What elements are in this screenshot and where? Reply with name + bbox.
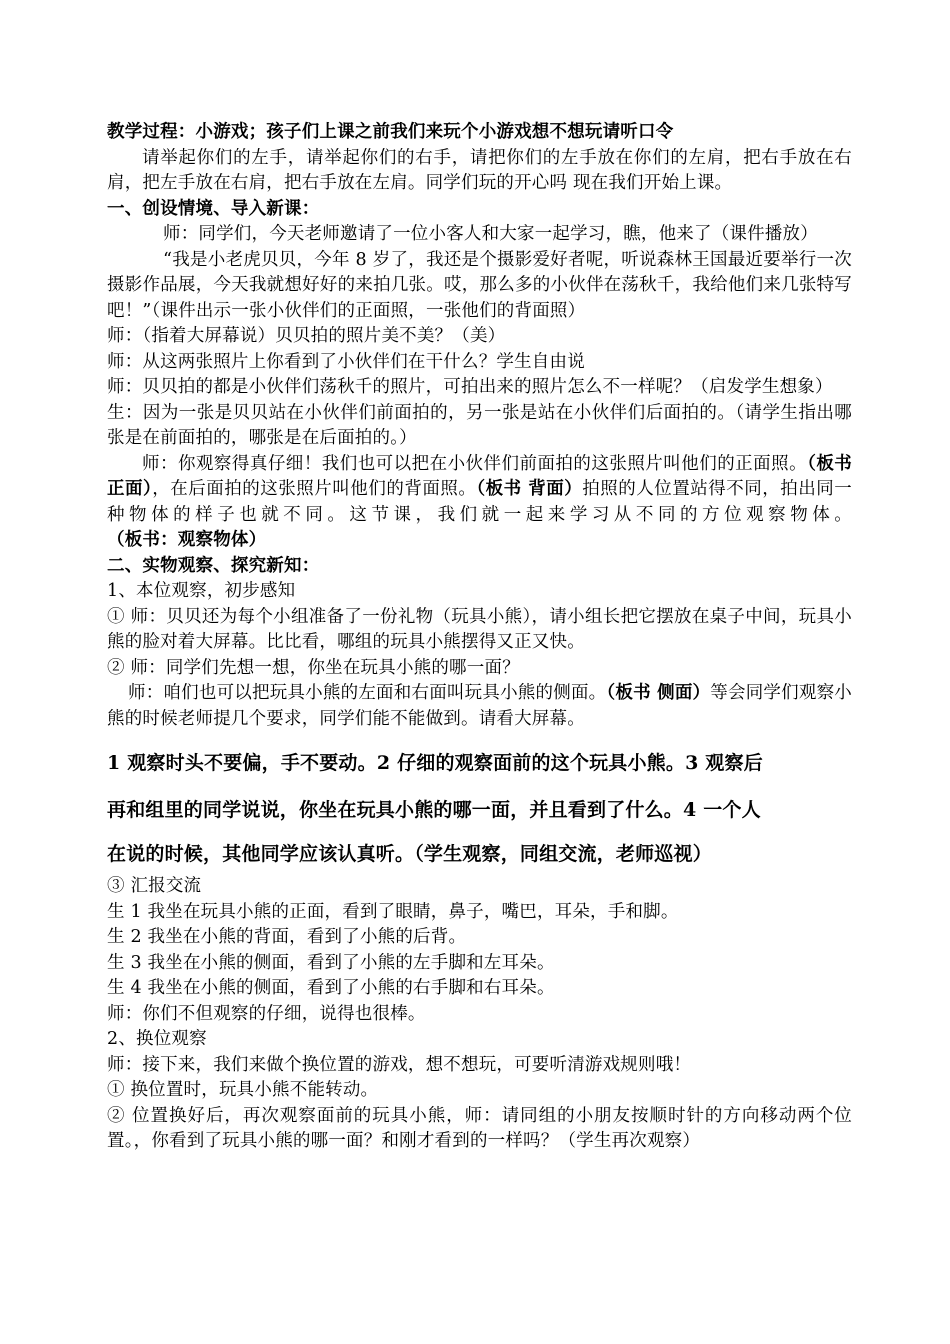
section-heading-2: 二、实物观察、探究新知： [107,555,320,576]
summary-text-3: 拍照的人位置站得不同，拍出同一种物体的样子也就不同。这节课，我们就一起来学习从不同的方位观察物体。 [107,479,852,525]
teacher-question-3: 师：贝贝拍的都是小伙伴们荡秋千的照片，可拍出来的照片怎么不一样呢？（启发学生想象） [107,377,833,397]
summary-text-1: 师：你观察得真仔细！我们也可以把在小伙伴们前面拍的这张照片叫他们的正面照。 [142,453,808,474]
teaching-process-title: 教学过程：小游戏；孩子们上课之前我们来玩个小游戏想不想玩请听口令 [107,122,674,142]
student-1-answer: 生 1 我坐在玩具小熊的正面，看到了眼睛，鼻子，嘴巴，耳朵，手和脚。 [107,901,679,922]
teacher-question-2: 师：从这两张照片上你看到了小伙伴们在干什么？学生自由说 [107,351,585,372]
observation-rules-line-1: 1 观察时头不要偏，手不要动。2 仔细的观察面前的这个玩具小熊。3 观察后 [107,752,763,774]
board-note-front: （板书 正面） [107,453,852,499]
teacher-game-intro: 师：接下来，我们来做个换位置的游戏，想不想玩，可要听清游戏规则哦！ [107,1054,692,1075]
subsection-heading-1: 1、本位观察，初步感知 [107,581,296,601]
teacher-praise: 师：你们不但观察的仔细，说得也很棒。 [107,1003,426,1024]
rule-1: ① 换位置时，玩具小熊不能转动。 [107,1080,379,1100]
beibei-quote-paragraph: “我是小老虎贝贝，今年 8 岁了，我还是个摄影爱好者呢，听说森林王国最近要举行一次摄影作品展，今天我就想好好的来拍几张。哎，那么多的小伙伴在荡秋千，我给他们来几张特写吧！”（课件出示一张小伙伴们的正面照，一张他们的背面照） [107,249,852,321]
game-instructions-paragraph: 请举起你们的左手，请举起你们的右手，请把你们的左手放在你们的左肩，把右手放在右肩，把左手放在右肩，把右手放在左肩。同学们玩的开心吗 现在我们开始上课。 [107,147,852,193]
section-heading-1: 一、创设情境、导入新课： [107,198,320,219]
step-2-paragraph: ② 师：同学们先想一想，你坐在玩具小熊的哪一面？ [107,657,520,678]
observation-rules-line-2: 再和组里的同学说说，你坐在玩具小熊的哪一面，并且看到了什么。4 一个人 [107,799,761,821]
side-view-text: 师：咱们也可以把玩具小熊的左面和右面叫玩具小熊的侧面。 [128,683,607,703]
board-note-observe: （板书：观察物体） [107,530,267,550]
step-1-paragraph: ① 师：贝贝还为每个小组准备了一份礼物（玩具小熊），请小组长把它摆放在桌子中间，玩具小熊的脸对着大屏幕。比比看，哪组的玩具小熊摆得又正又快。 [107,606,852,652]
teacher-question-1: 师：（指着大屏幕说）贝贝拍的照片美不美？（美） [107,326,506,346]
student-answer-paragraph: 生：因为一张是贝贝站在小伙伴们前面拍的，另一张是站在小伙伴们后面拍的。（请学生指出哪张是在前面拍的，哪张是在后面拍的。） [107,402,852,448]
summary-text-2: ，在后面拍的这张照片叫他们的背面照。 [152,479,477,499]
side-view-text-2: 等会同学们观察小熊的时候老师提几个要求，同学们能不能做到。请看大屏幕。 [107,683,852,729]
student-3-answer: 生 3 我坐在小熊的侧面，看到了小熊的左手脚和左耳朵。 [107,952,555,973]
board-note-side: （板书 侧面） [606,683,711,703]
teacher-intro-paragraph: 师：同学们，今天老师邀请了一位小客人和大家一起学习，瞧，他来了（课件播放） [163,224,818,244]
subsection-heading-2: 2、换位观察 [107,1029,207,1049]
student-2-answer: 生 2 我坐在小熊的背面，看到了小熊的后背。 [107,927,467,947]
observation-rules-line-3: 在说的时候，其他同学应该认真听。（学生观察，同组交流，老师巡视） [107,843,712,865]
lesson-plan-body [107,120,852,1155]
student-4-answer: 生 4 我坐在小熊的侧面，看到了小熊的右手脚和右耳朵。 [107,978,555,998]
board-note-back: （板书 背面） [476,479,583,499]
rule-2-paragraph: ② 位置换好后，再次观察面前的玩具小熊，师：请同组的小朋友按顺时针的方向移动两个位置。，你看到了玩具小熊的哪一面？和刚才看到的一样吗？（学生再次观察） [107,1105,852,1151]
step-3-heading: ③ 汇报交流 [107,876,202,896]
teacher-summary-paragraph [107,452,852,554]
side-view-paragraph [107,681,852,732]
